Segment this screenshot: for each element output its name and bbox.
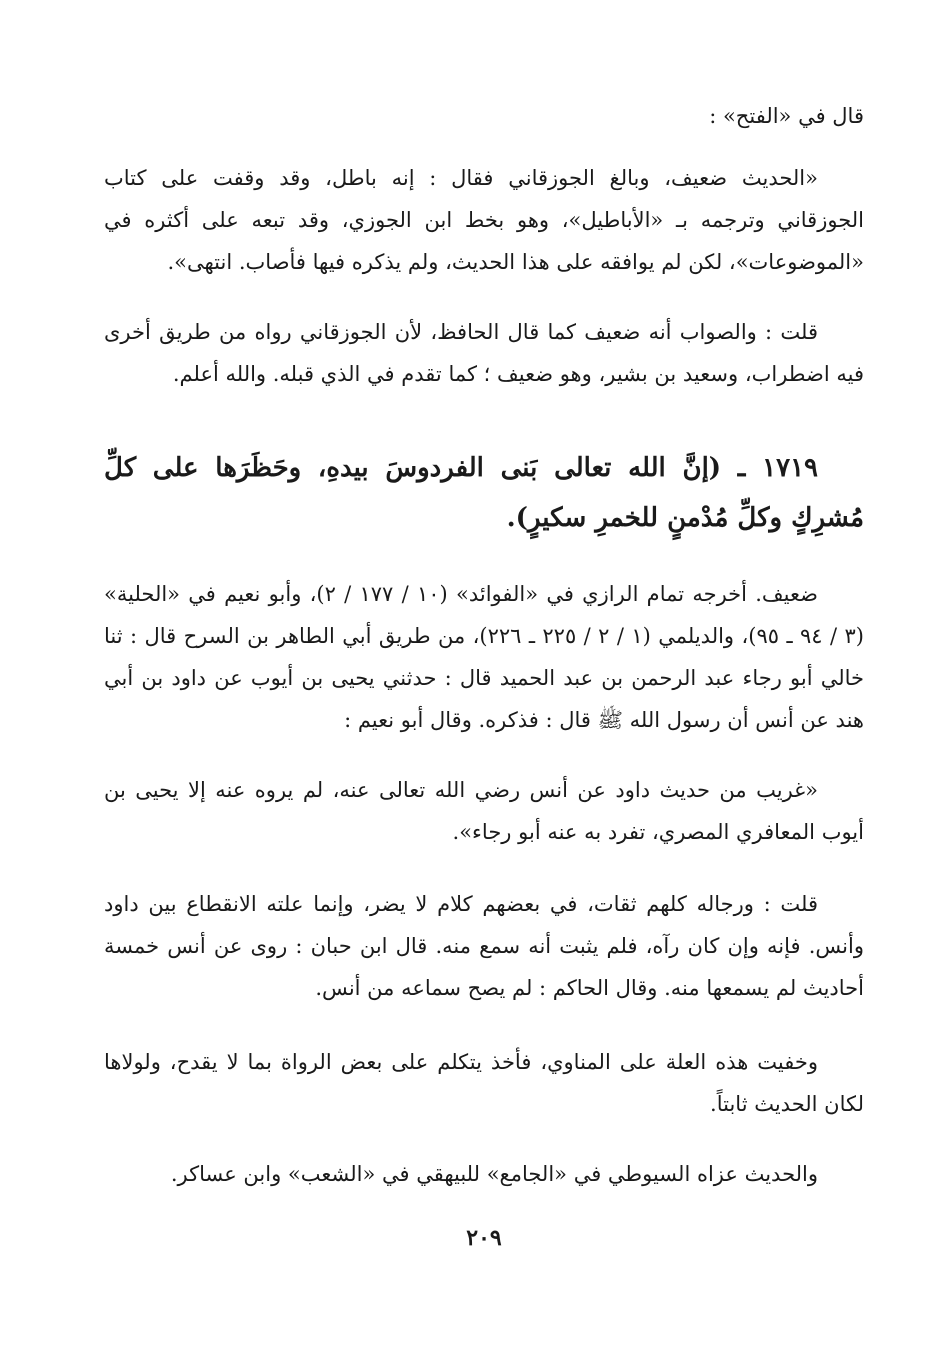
takhrij-paragraph: ضعيف. أخرجه تمام الرازي في «الفوائد» (١٠ / ١٧٧ / ٢)، وأبو نعيم في «الحلية» (٣ / ٩٤ ـ ٩٥)، والديلمي (١ / ٢ / ٢٢٥ ـ ٢٢٦)، من طريق أبي الطاهر بن السرح قال : ثنا خالي أبو رجاء عبد الرحمن بن عبد الحميد قال : حدثني يحيى بن أيوب عن داود بن أبي هند عن أنس أن رسول الله ﷺ قال : فذكره. وقال أبو نعيم : [104,582,864,732]
fath-quote-paragraph: «الحديث ضعيف، وبالغ الجوزقاني فقال : إنه باطل، وقد وقفت على كتاب الجوزقاني وترجمه بـ «الأباطيل»، وهو بخط ابن الجوزي، وقد تبعه على أكثره في «الموضوعات»، لكن لم يوافقه على هذا الحديث، ولم يذكره فيها فأصاب. انتهى». [104,166,864,274]
abu-nuaym-quote-paragraph: «غريب من حديث داود عن أنس رضي الله تعالى عنه، لم يروه عنه إلا يحيى بن أيوب المعافري المصري، تفرد به عنه أبو رجاء». [104,778,864,844]
book-page [104,95,864,1275]
intro-line: قال في «الفتح» : [709,104,864,128]
first-comment-paragraph: قلت : والصواب أنه ضعيف كما قال الحافظ، لأن الجوزقاني رواه من طريق أخرى فيه اضطراب، وسعيد بن بشير، وهو ضعيف ؛ كما تقدم في الذي قبله. والله أعلم. [104,320,864,386]
rijal-comment-paragraph: قلت : ورجاله كلهم ثقات، في بعضهم كلام لا يضر، وإنما علته الانقطاع بين داود وأنس. فإنه وإن كان رآه، فلم يثبت أنه سمع منه. قال ابن حبان : روى عن أنس خمسة أحاديث لم يسمعها منه. وقال الحاكم : لم يصح سماعه من أنس. [104,892,864,1000]
suyuti-note-paragraph: والحديث عزاه السيوطي في «الجامع» للبيهقي في «الشعب» وابن عساكر. [170,1162,818,1186]
munawi-comment-paragraph: وخفيت هذه العلة على المناوي، فأخذ يتكلم على بعض الرواة بما لا يقدح، ولولاها لكان الحديث ثابتاً. [104,1050,864,1116]
page-number: ٢٠٩ [466,1225,502,1251]
hadith-heading: ١٧١٩ ـ (إنَّ الله تعالى بَنى الفردوسَ بيدهِ، وحَظَرَها على كلِّ مُشرِكٍ وكلِّ مُدْمنٍ للخمرِ سكيرٍ). [104,453,864,533]
